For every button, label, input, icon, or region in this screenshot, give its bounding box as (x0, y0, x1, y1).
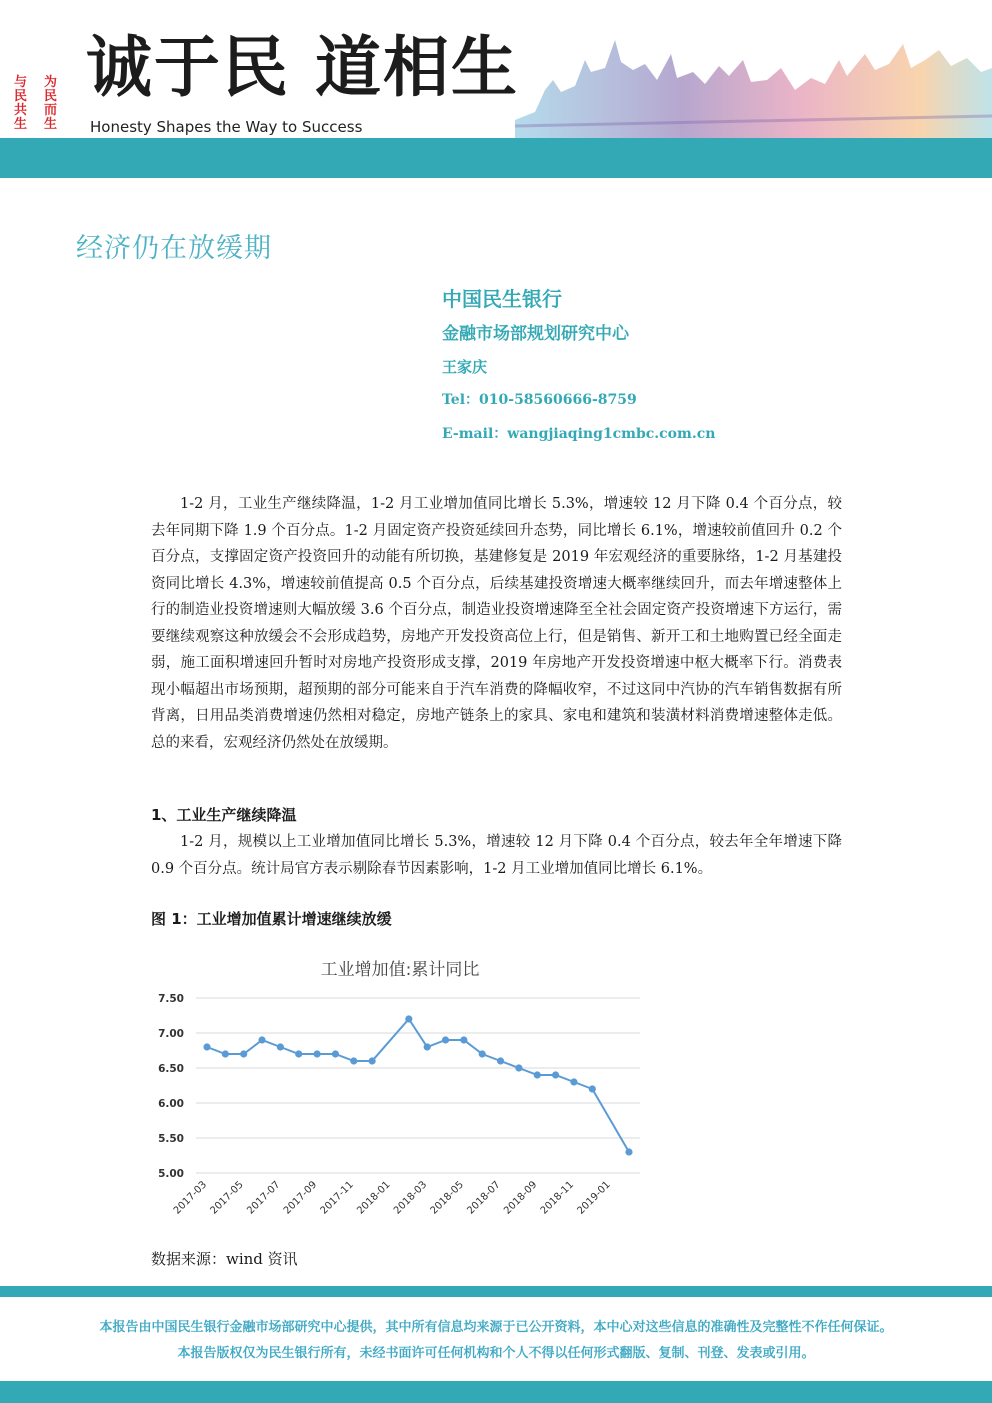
document-title: 经济仍在放缓期 (76, 233, 272, 264)
slogan-chinese: 诚于民 道相生 (86, 28, 519, 106)
x-tick-label: 2017-11 (318, 1179, 356, 1217)
x-tick-label: 2017-05 (208, 1179, 246, 1217)
footer-copyright: 本报告版权仅为民生银行所有，未经书面许可任何机构和个人不得以任何形式翻版、复制、刊登、发表或引用。 (177, 1346, 815, 1361)
series-line (207, 1019, 629, 1152)
header-band (0, 138, 992, 178)
data-point (350, 1057, 357, 1064)
slogan-english: Honesty Shapes the Way to Success (90, 118, 363, 136)
y-tick-label: 6.00 (158, 1098, 184, 1110)
data-point (589, 1085, 596, 1092)
logo-char: 为 (44, 75, 58, 90)
section-paragraph: 1-2 月，规模以上工业增加值同比增长 5.3%，增速较 12 月下降 0.4 个百分点，较去年全年增速下降 0.9 个百分点。统计局官方表示剔除春节因素影响，1-2 月工业增加值同比增长 6.1%。 (151, 834, 842, 877)
x-tick-label: 2017-03 (171, 1179, 210, 1217)
data-point (405, 1015, 412, 1022)
footer-disclaimer: 本报告由中国民生银行金融市场部研究中心提供，其中所有信息均来源于已公开资料，本中心对这些信息的准确性及完整性不作任何保证。 (99, 1320, 893, 1335)
data-point (497, 1057, 504, 1064)
data-point (424, 1043, 431, 1050)
data-point (369, 1057, 376, 1064)
author-dept: 金融市场部规划研究中心 (442, 324, 629, 344)
x-tick-label: 2019-01 (575, 1179, 613, 1217)
logo-char: 民 (44, 89, 58, 104)
data-point (295, 1050, 302, 1057)
data-point (534, 1071, 541, 1078)
data-point (515, 1064, 522, 1071)
industrial-value-added-chart (150, 945, 650, 1240)
footer-divider (0, 1286, 992, 1297)
data-point (222, 1050, 229, 1057)
y-tick-label: 5.00 (158, 1168, 184, 1180)
y-tick-label: 7.00 (158, 1028, 184, 1040)
logo-char: 与 (14, 75, 28, 90)
x-tick-label: 2017-09 (281, 1179, 320, 1217)
logo (14, 76, 68, 130)
logo-char: 而 (44, 103, 58, 118)
x-tick-label: 2018-05 (428, 1179, 466, 1217)
data-point (313, 1050, 320, 1057)
city-skyline-illustration (515, 20, 992, 138)
data-point (625, 1148, 632, 1155)
author-org: 中国民生银行 (442, 287, 562, 311)
chart-title: 工业增加值:累计同比 (320, 960, 480, 980)
x-tick-label: 2017-07 (245, 1179, 283, 1217)
logo-char: 生 (14, 117, 28, 132)
y-tick-label: 5.50 (158, 1133, 184, 1145)
footer-band (0, 1381, 992, 1403)
data-point (442, 1036, 449, 1043)
data-point (277, 1043, 284, 1050)
x-tick-label: 2018-09 (502, 1179, 540, 1217)
logo-char: 生 (44, 117, 58, 132)
data-point (332, 1050, 339, 1057)
author-email: E-mail：wangjiaqing1cmbc.com.cn (442, 426, 716, 442)
y-tick-label: 6.50 (158, 1063, 184, 1075)
logo-char: 共 (14, 103, 28, 118)
data-point (552, 1071, 559, 1078)
section-heading: 1、工业生产继续降温 (151, 806, 297, 824)
x-tick-label: 2018-07 (465, 1179, 503, 1217)
data-point (240, 1050, 247, 1057)
data-source: 数据来源：wind 资讯 (151, 1250, 298, 1268)
summary-paragraph: 1-2 月，工业生产继续降温，1-2 月工业增加值同比增长 5.3%，增速较 12 月下降 0.4 个百分点，较去年同期下降 1.9 个百分点。1-2 月固定资产投资延续回升态势，同比增长 6.1%，增速较前值回升 0.2 个百分点，支撑固定资产投资回升的动能有所切换，基建修复是 2019 年宏观经济的重要脉络，1-2 月基建投资同比增长 4.3%，增速较前值提高 0.5 个百分点，后续基建投资增速大概率继续回升，而去年增速整体上行的制造业投资增速则大幅放缓 3.6 个百分点，制造业投资增速降至全社会固定资产投资增速下方运行，需要继续观察这种放缓会不会形成趋势，房地产开发投资高位上行，但是销售、新开工和土地购置已经全面走弱，施工面积增速回升暂时对房地产投资形成支撑，2019 年房地产开发投资增速中枢大概率下行。消费表现小幅超出市场预期，超预期的部分可能来自于汽车消费的降幅收窄，不过这同中汽协的汽车销售数据有所背离，日用品类消费增速仍然相对稳定，房地产链条上的家具、家电和建筑和装潢材料消费增速整体走低。总的来看，宏观经济仍然处在放缓期。 (151, 496, 842, 751)
y-tick-label: 7.50 (158, 993, 184, 1005)
logo-char: 民 (14, 89, 28, 104)
x-tick-label: 2018-01 (355, 1179, 393, 1217)
author-tel: Tel：010-58560666-8759 (442, 392, 637, 408)
data-point (479, 1050, 486, 1057)
data-point (570, 1078, 577, 1085)
author-name: 王家庆 (442, 358, 488, 376)
x-tick-label: 2018-11 (538, 1179, 577, 1217)
x-tick-label: 2018-03 (391, 1179, 430, 1217)
page-header (0, 0, 992, 178)
data-point (460, 1036, 467, 1043)
data-point (258, 1036, 265, 1043)
data-point (203, 1043, 210, 1050)
figure-caption: 图 1：工业增加值累计增速继续放缓 (151, 910, 392, 928)
